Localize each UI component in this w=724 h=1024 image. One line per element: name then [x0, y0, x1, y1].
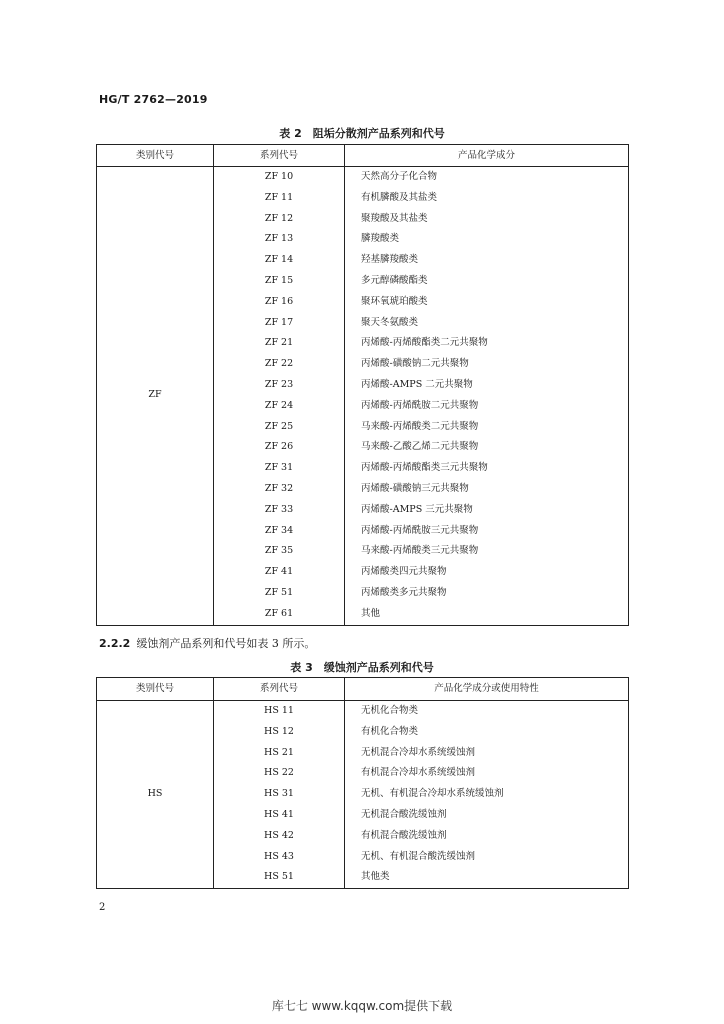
series-code-cell: ZF 23 — [214, 375, 345, 396]
series-code-cell: HS 21 — [214, 743, 345, 764]
table-row — [97, 701, 629, 722]
series-code-cell: ZF 34 — [214, 521, 345, 542]
composition-cell: 有机混合冷却水系统缓蚀剂 — [345, 763, 629, 784]
series-code-cell: HS 12 — [214, 722, 345, 743]
column-header-category: 类别代号 — [97, 145, 214, 167]
table-3-body — [97, 701, 629, 889]
table-2 — [96, 144, 629, 626]
composition-cell: 羟基膦羧酸类 — [345, 250, 629, 271]
table-2-title: 表 2 阻垢分散剂产品系列和代号 — [279, 127, 445, 140]
composition-cell: 马来酸-丙烯酸类二元共聚物 — [345, 417, 629, 438]
composition-cell: 有机膦酸及其盐类 — [345, 188, 629, 209]
composition-cell: 无机、有机混合冷却水系统缓蚀剂 — [345, 784, 629, 805]
series-code-cell: ZF 61 — [214, 604, 345, 625]
composition-cell: 丙烯酸-丙烯酰胺三元共聚物 — [345, 521, 629, 542]
series-code-cell: HS 11 — [214, 701, 345, 722]
composition-cell: 其他 — [345, 604, 629, 625]
series-code-cell: HS 43 — [214, 847, 345, 868]
series-code-cell: HS 31 — [214, 784, 345, 805]
composition-cell: 丙烯酸-丙烯酸酯类三元共聚物 — [345, 458, 629, 479]
section-text: 缓蚀剂产品系列和代号如表 3 所示。 — [136, 637, 316, 650]
composition-cell: 丙烯酸类多元共聚物 — [345, 583, 629, 604]
series-code-cell: ZF 41 — [214, 562, 345, 583]
series-code-cell: ZF 26 — [214, 437, 345, 458]
composition-cell: 多元醇磷酸酯类 — [345, 271, 629, 292]
series-code-cell: ZF 35 — [214, 541, 345, 562]
series-code-cell: ZF 31 — [214, 458, 345, 479]
series-code-cell: ZF 25 — [214, 417, 345, 438]
composition-cell: 丙烯酸类四元共聚物 — [345, 562, 629, 583]
composition-cell: 丙烯酸-AMPS 二元共聚物 — [345, 375, 629, 396]
composition-cell: 有机混合酸洗缓蚀剂 — [345, 826, 629, 847]
composition-cell: 有机化合物类 — [345, 722, 629, 743]
table-row — [97, 167, 629, 188]
composition-cell: 丙烯酸-AMPS 三元共聚物 — [345, 500, 629, 521]
series-code-cell: ZF 24 — [214, 396, 345, 417]
series-code-cell: ZF 51 — [214, 583, 345, 604]
series-code-cell: HS 42 — [214, 826, 345, 847]
series-code-cell: HS 51 — [214, 867, 345, 888]
composition-cell: 无机混合冷却水系统缓蚀剂 — [345, 743, 629, 764]
composition-cell: 马来酸-乙酸乙烯二元共聚物 — [345, 437, 629, 458]
composition-cell: 无机、有机混合酸洗缓蚀剂 — [345, 847, 629, 868]
page-number: 2 — [99, 902, 106, 913]
series-code-cell: HS 41 — [214, 805, 345, 826]
section-number: 2.2.2 — [99, 637, 131, 650]
composition-cell: 聚天冬氨酸类 — [345, 313, 629, 334]
series-code-cell: ZF 16 — [214, 292, 345, 313]
composition-cell: 无机化合物类 — [345, 701, 629, 722]
download-footer: 库七七 www.kqqw.com提供下载 — [271, 999, 453, 1013]
category-code-cell: HS — [97, 701, 214, 889]
composition-cell: 聚羧酸及其盐类 — [345, 209, 629, 230]
series-code-cell: ZF 10 — [214, 167, 345, 188]
column-header-composition: 产品化学成分或使用特性 — [345, 678, 629, 701]
composition-cell: 丙烯酸-丙烯酰胺二元共聚物 — [345, 396, 629, 417]
composition-cell: 天然高分子化合物 — [345, 167, 629, 188]
composition-cell: 丙烯酸-磺酸钠二元共聚物 — [345, 354, 629, 375]
column-header-composition: 产品化学成分 — [345, 145, 629, 167]
composition-cell: 马来酸-丙烯酸类三元共聚物 — [345, 541, 629, 562]
section-2-2-2 — [99, 635, 315, 651]
table-3 — [96, 677, 629, 889]
category-code-cell: ZF — [97, 167, 214, 626]
composition-cell: 膦羧酸类 — [345, 229, 629, 250]
series-code-cell: ZF 14 — [214, 250, 345, 271]
series-code-cell: ZF 12 — [214, 209, 345, 230]
series-code-cell: ZF 11 — [214, 188, 345, 209]
column-header-category: 类别代号 — [97, 678, 214, 701]
composition-cell: 无机混合酸洗缓蚀剂 — [345, 805, 629, 826]
series-code-cell: ZF 13 — [214, 229, 345, 250]
composition-cell: 聚环氧琥珀酸类 — [345, 292, 629, 313]
table-2-body — [97, 167, 629, 626]
column-header-series: 系列代号 — [214, 145, 345, 167]
series-code-cell: ZF 33 — [214, 500, 345, 521]
series-code-cell: ZF 15 — [214, 271, 345, 292]
series-code-cell: ZF 17 — [214, 313, 345, 334]
column-header-series: 系列代号 — [214, 678, 345, 701]
series-code-cell: HS 22 — [214, 763, 345, 784]
table-3-title: 表 3 缓蚀剂产品系列和代号 — [290, 661, 434, 674]
series-code-cell: ZF 32 — [214, 479, 345, 500]
composition-cell: 丙烯酸-磺酸钠三元共聚物 — [345, 479, 629, 500]
standard-code: HG/T 2762—2019 — [99, 93, 208, 106]
series-code-cell: ZF 21 — [214, 333, 345, 354]
composition-cell: 丙烯酸-丙烯酸酯类二元共聚物 — [345, 333, 629, 354]
composition-cell: 其他类 — [345, 867, 629, 888]
series-code-cell: ZF 22 — [214, 354, 345, 375]
